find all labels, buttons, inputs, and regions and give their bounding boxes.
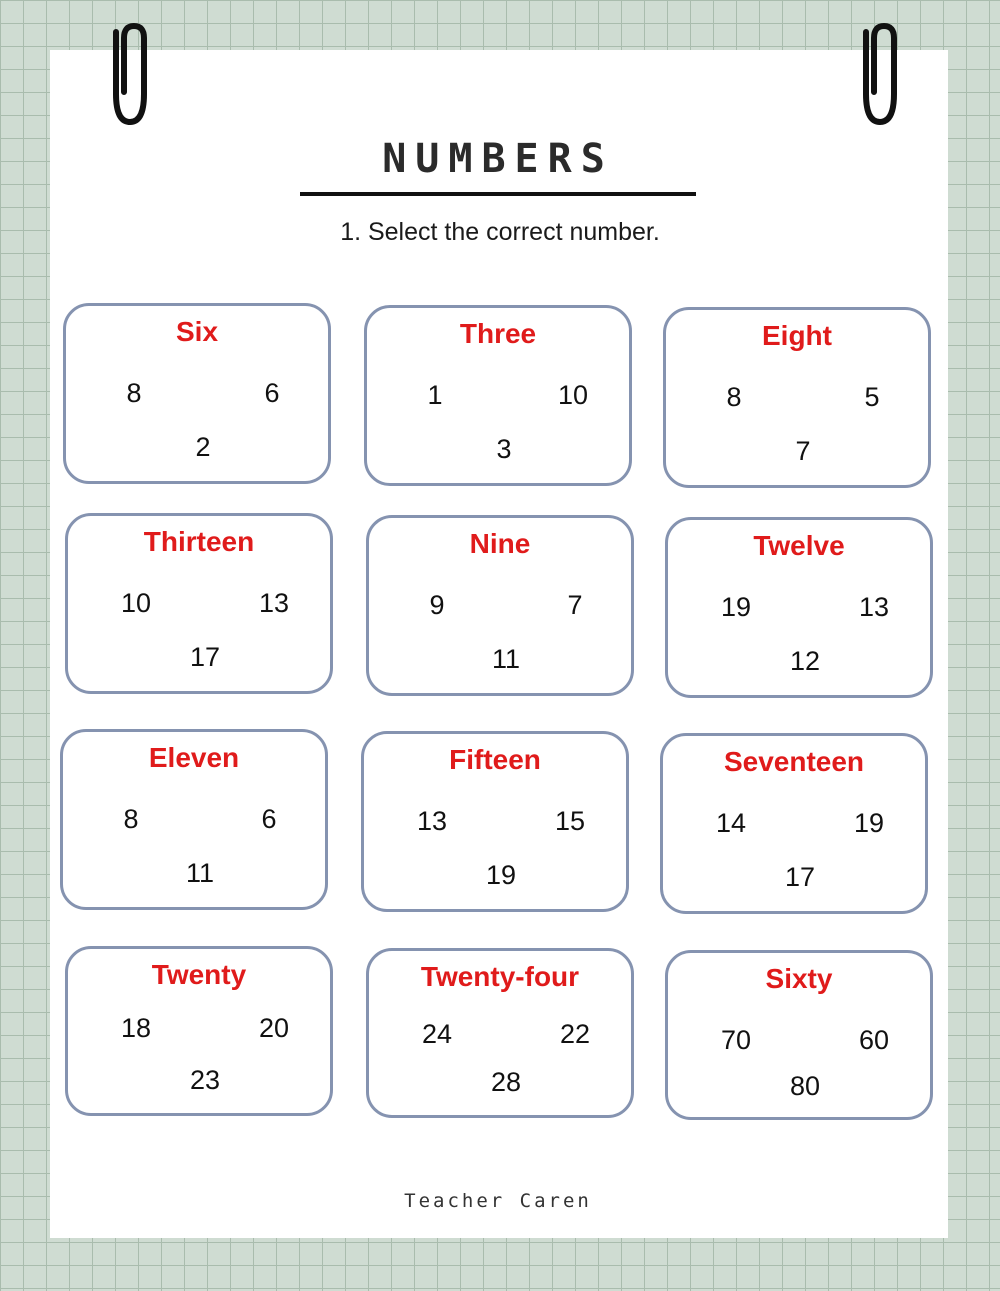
number-word: Twelve	[753, 530, 845, 561]
question-card	[366, 515, 634, 696]
question-card	[663, 307, 931, 488]
answer-option[interactable]: 18	[120, 1013, 152, 1043]
question-card	[60, 729, 328, 910]
number-word: Eight	[762, 320, 832, 351]
paperclip-icon	[96, 22, 158, 130]
answer-option[interactable]: 80	[789, 1071, 821, 1101]
question-card	[65, 513, 333, 694]
answer-option[interactable]: 28	[490, 1067, 522, 1097]
number-word: Eleven	[148, 742, 240, 773]
question-card	[665, 517, 933, 698]
answer-option[interactable]: 19	[720, 592, 752, 622]
answer-option[interactable]: 12	[789, 646, 821, 676]
answer-option[interactable]: 60	[858, 1025, 890, 1055]
answer-option[interactable]: 23	[189, 1065, 221, 1095]
question-card	[665, 950, 933, 1120]
number-word: Seventeen	[723, 746, 865, 777]
answer-option[interactable]: 19	[853, 808, 885, 838]
question-card	[63, 303, 331, 484]
answer-option[interactable]: 8	[123, 804, 139, 834]
answer-option[interactable]: 13	[858, 592, 890, 622]
number-word: Sixty	[765, 963, 833, 994]
question-card	[660, 733, 928, 914]
answer-option[interactable]: 24	[421, 1019, 453, 1049]
instruction-text: 1. Select the correct number.	[340, 218, 660, 246]
question-card	[366, 948, 634, 1118]
answer-option[interactable]: 1	[427, 380, 443, 410]
answer-option[interactable]: 8	[126, 378, 142, 408]
answer-option[interactable]: 5	[864, 382, 880, 412]
answer-option[interactable]: 10	[557, 380, 589, 410]
number-word: Thirteen	[143, 526, 255, 557]
answer-option[interactable]: 6	[264, 378, 280, 408]
answer-option[interactable]: 13	[416, 806, 448, 836]
number-word: Twenty	[151, 959, 247, 990]
number-word: Nine	[469, 528, 531, 559]
answer-option[interactable]: 7	[795, 436, 811, 466]
number-word: Three	[459, 318, 537, 349]
answer-option[interactable]: 14	[715, 808, 747, 838]
answer-option[interactable]: 6	[261, 804, 277, 834]
paperclip-icon	[846, 22, 908, 130]
answer-option[interactable]: 22	[559, 1019, 591, 1049]
answer-option[interactable]: 2	[195, 432, 211, 462]
answer-option[interactable]: 20	[258, 1013, 290, 1043]
answer-option[interactable]: 15	[554, 806, 586, 836]
answer-option[interactable]: 17	[784, 862, 816, 892]
number-word: Twenty-four	[420, 961, 580, 992]
answer-option[interactable]: 13	[258, 588, 290, 618]
number-word: Six	[175, 316, 219, 347]
answer-option[interactable]: 11	[491, 644, 521, 674]
answer-option[interactable]: 70	[720, 1025, 752, 1055]
answer-option[interactable]: 19	[485, 860, 517, 890]
answer-option[interactable]: 7	[567, 590, 583, 620]
answer-option[interactable]: 8	[726, 382, 742, 412]
title-underline	[300, 192, 696, 196]
question-card	[364, 305, 632, 486]
author-credit: Teacher Caren	[404, 1190, 592, 1212]
answer-option[interactable]: 11	[185, 858, 215, 888]
answer-option[interactable]: 9	[429, 590, 445, 620]
page-title: NUMBERS	[382, 136, 614, 182]
question-card	[65, 946, 333, 1116]
answer-option[interactable]: 10	[120, 588, 152, 618]
number-word: Fifteen	[449, 744, 541, 775]
question-card	[361, 731, 629, 912]
answer-option[interactable]: 17	[189, 642, 221, 672]
answer-option[interactable]: 3	[496, 434, 512, 464]
